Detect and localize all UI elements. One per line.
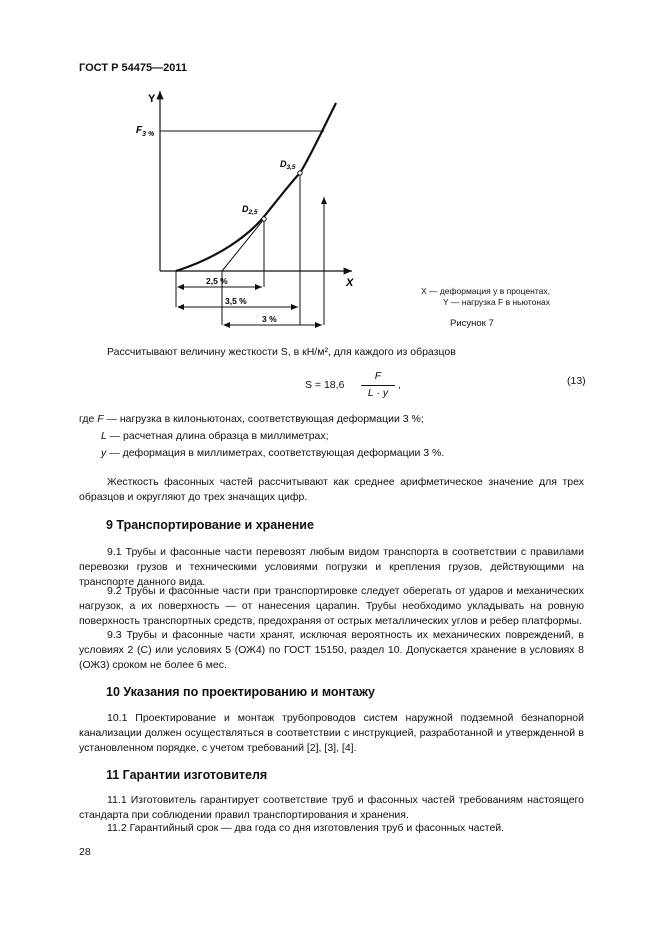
para-10-1: 10.1 Проектирование и монтаж трубопроводов систем наружной подземной безнапорной канализации должен осуществляться в соответствии с инструкцией, разработанной и утвержденной в установленном порядке, с учетом требований [2], [3], [4]. [79,712,584,754]
section-9-title: 9 Транспортирование и хранение [106,518,314,532]
formula-13 [305,370,435,400]
equation-number: (13) [567,375,586,387]
dim-3-label: 3 % [262,314,277,324]
page-number: 28 [79,846,91,858]
formula-tail: , [398,379,401,391]
section-11-title: 11 Гарантии изготовителя [106,768,268,782]
para-11-1: 11.1 Изготовитель гарантирует соответствие труб и фасонных частей требованиям настоящего стандарта при соблюдении правил транспортирования и хранения. [79,794,584,821]
formula-denominator: L · y [367,387,389,399]
formula-numerator: F [374,370,382,382]
d25-label: $D_{2,5}$ [242,204,258,216]
y-axis-label: Y [148,93,156,105]
para-9-2: 9.2 Трубы и фасонные части при транспортировке следует оберегать от ударов и механических нагрузок, а их поверхность — от нанесения царапин. Трубы необходимо укладывать на ровную поверхность транспортных средств, предохраняя от острых металлических углов и ребер платформы. [79,585,584,627]
para-9-1: 9.1 Трубы и фасонные части перевозят любым видом транспорта в соответствии с правилами перевозки грузов и техническими условиями погрузки и крепления грузов, действующими на транспорте данного вида. [79,546,584,588]
para-9-3: 9.3 Трубы и фасонные части хранят, исключая вероятность их механических повреждений, в условиях 2 (С) или условиях 5 (ОЖ4) по ГОСТ 15150, раздел 10. Допускается хранение в условиях 8 (ОЖ3) сроком не более 6 мес. [79,629,584,671]
var-f [79,412,424,427]
figure-caption: Рисунок 7 [450,318,494,329]
legend-x: X — деформация у в процентах, [420,286,550,296]
load-curve [176,103,336,271]
formula-lhs: S = 18,6 [305,379,345,391]
var-y-desc: деформация в миллиметрах, соответствующая деформации 3 %. [122,447,445,459]
var-y [101,446,444,461]
var-l-desc: расчетная длина образца в миллиметрах; [123,430,329,442]
document-header: ГОСТ Р 54475—2011 [79,62,187,74]
d35-point [298,171,302,175]
stiffness-note: Жесткость фасонных частей рассчитывают как среднее арифметическое значение для трех образцов и округляют до трех значащих цифр. [79,476,584,503]
dim-35-label: 3,5 % [225,296,247,306]
secant-line [222,219,264,271]
var-y-symbol: y — [101,447,120,459]
d25-point [262,217,266,221]
x-axis-label: X [346,277,354,289]
var-f-desc: нагрузка в килоньютонах, соответствующая деформации 3 %; [119,413,424,425]
section-10-title: 10 Указания по проектированию и монтажу [106,685,375,699]
var-l-symbol: L — [101,430,121,442]
legend-y: Y — нагрузка F в ньютонах [443,297,550,307]
dim-25-label: 2,5 % [206,276,228,286]
d35-label: $D_{3,5}$ [280,159,296,171]
f3-label: $F_{3 \%}$ [136,125,155,138]
para-11-2: 11.2 Гарантийный срок — два года со дня изготовления труб и фасонных частей. [107,822,505,834]
var-l [101,429,329,444]
load-deformation-figure [130,85,380,335]
stiffness-intro: Рассчитывают величину жесткости S, в кН/м², для каждого из образцов [107,346,456,358]
var-f-symbol: F — [97,413,117,425]
where-word: где [79,413,95,425]
